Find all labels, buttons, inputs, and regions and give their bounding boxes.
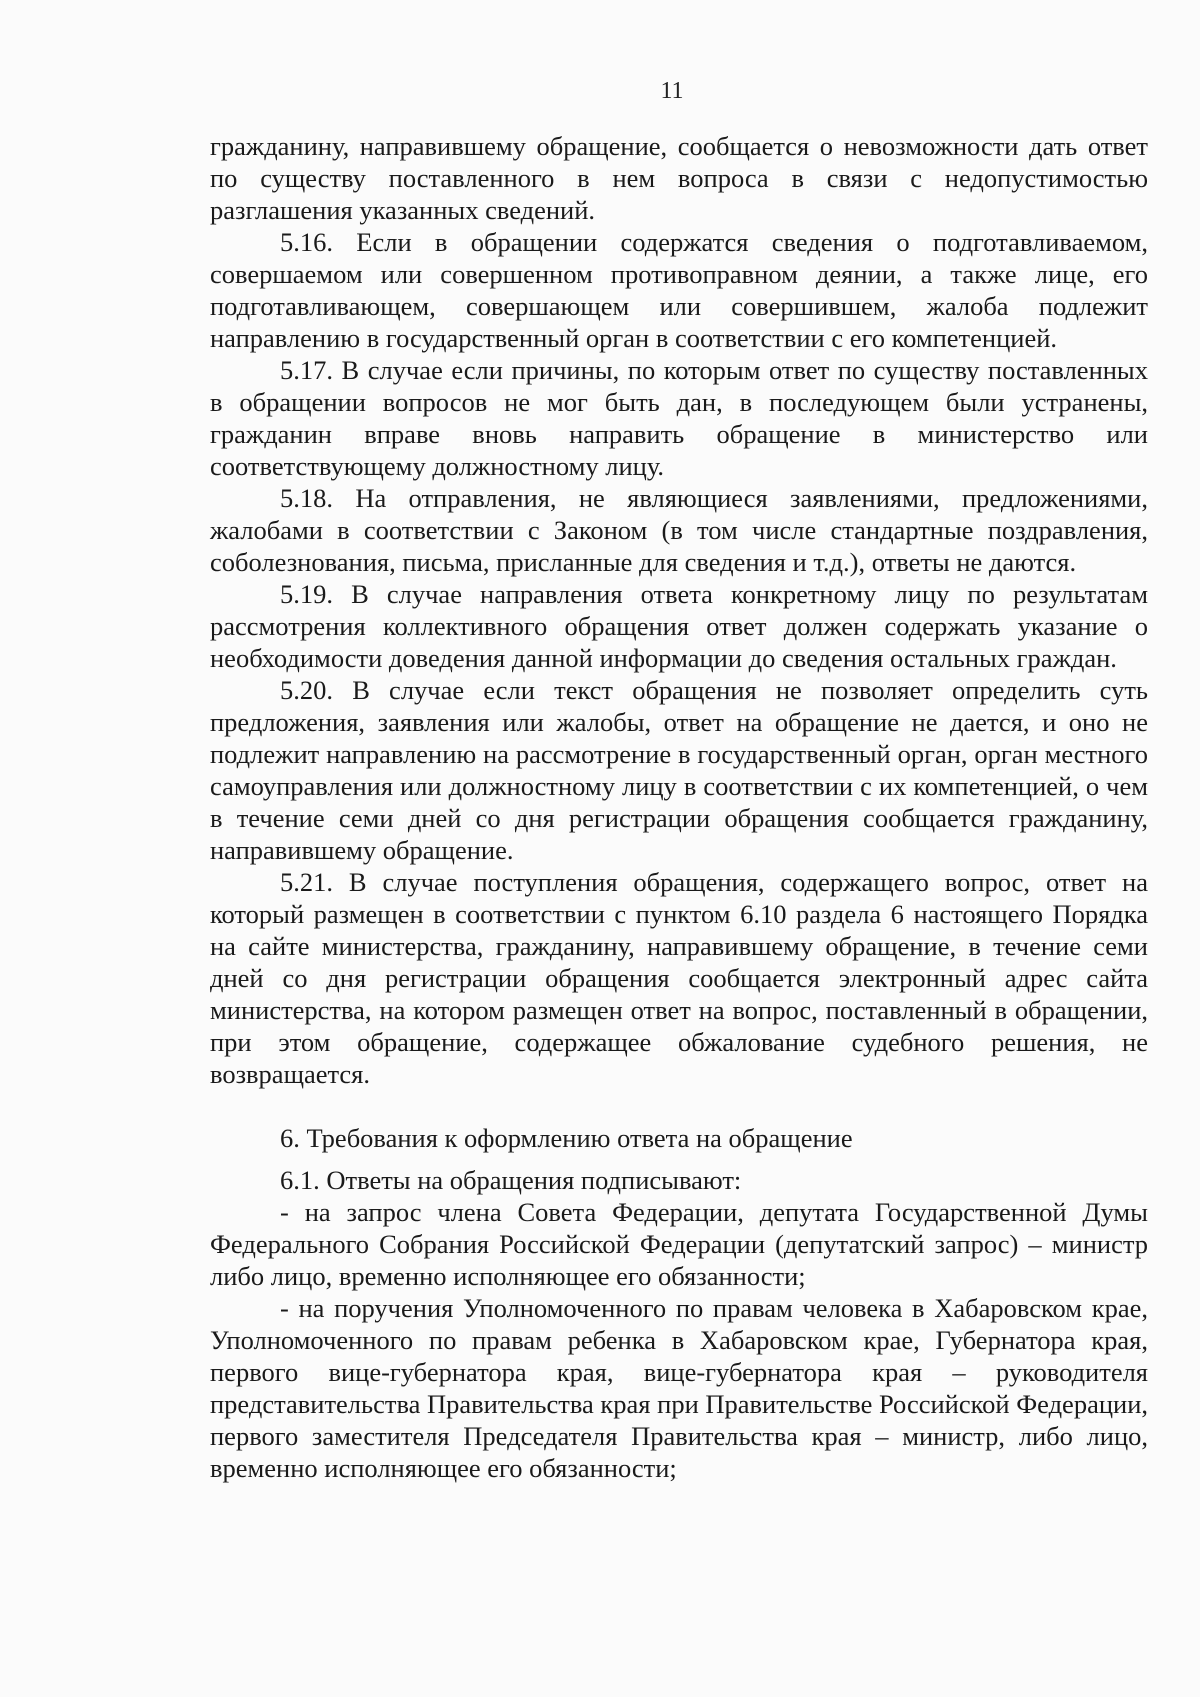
document-body [210, 130, 1148, 1484]
list-item-ombudsman-orders: - на поручения Уполномоченного по правам человека в Хабаровском крае, Уполномоченного по правам ребенка в Хабаровском крае, Губернатора края, первого вице-губернатора края, вице-губернатора края – руководителя представительства Правительства края при Правительстве Российской Федерации, первого заместителя Председателя Правительства края – министр, либо лицо, временно исполняющее его обязанности; [210, 1293, 1148, 1483]
page-number: 11 [660, 78, 684, 104]
paragraph-continuation: гражданину, направившему обращение, сообщается о невозможности дать ответ по существу поставленного в нем вопроса в связи с недопустимостью разглашения указанных сведений. [210, 131, 1148, 225]
section-6-heading: 6. Требования к оформлению ответа на обращение [280, 1123, 853, 1153]
paragraph-5-19: 5.19. В случае направления ответа конкретному лицу по результатам рассмотрения коллективного обращения ответ должен содержать указание о необходимости доведения данной информации до сведения остальных граждан. [210, 579, 1148, 673]
paragraph-5-17: 5.17. В случае если причины, по которым ответ по существу поставленных в обращении вопросов не мог быть дан, в последующем были устранены, гражданин вправе вновь направить обращение в министерство или соответствующему должностному лицу. [210, 355, 1148, 481]
paragraph-5-18: 5.18. На отправления, не являющиеся заявлениями, предложениями, жалобами в соответствии с Законом (в том числе стандартные поздравления, соболезнования, письма, присланные для сведения и т.д.), ответы не даются. [210, 483, 1148, 577]
paragraph-6-1: 6.1. Ответы на обращения подписывают: [280, 1165, 742, 1195]
paragraph-5-21: 5.21. В случае поступления обращения, содержащего вопрос, ответ на который размещен в соответствии с пунктом 6.10 раздела 6 настоящего Порядка на сайте министерства, гражданину, направившему обращение, в течение семи дней со дня регистрации обращения сообщается электронный адрес сайта министерства, на котором размещен ответ на вопрос, поставленный в обращении, при этом обращение, содержащее обжалование судебного решения, не возвращается. [210, 867, 1148, 1089]
paragraph-5-20: 5.20. В случае если текст обращения не позволяет определить суть предложения, заявления или жалобы, ответ на обращение не дается, и оно не подлежит направлению на рассмотрение в государственный орган, орган местного самоуправления или должностному лицу в соответствии с их компетенцией, о чем в течение семи дней со дня регистрации обращения сообщается гражданину, направившему обращение. [210, 675, 1148, 865]
list-item-deputy-request: - на запрос члена Совета Федерации, депутата Государственной Думы Федерального Собрания Российской Федерации (депутатский запрос) – министр либо лицо, временно исполняющее его обязанности; [210, 1197, 1148, 1291]
paragraph-5-16: 5.16. Если в обращении содержатся сведения о подготавливаемом, совершаемом или совершенном противоправном деянии, а также лице, его подготавливающем, совершающем или совершившем, жалоба подлежит направлению в государственный орган в соответствии с его компетенцией. [210, 227, 1148, 353]
